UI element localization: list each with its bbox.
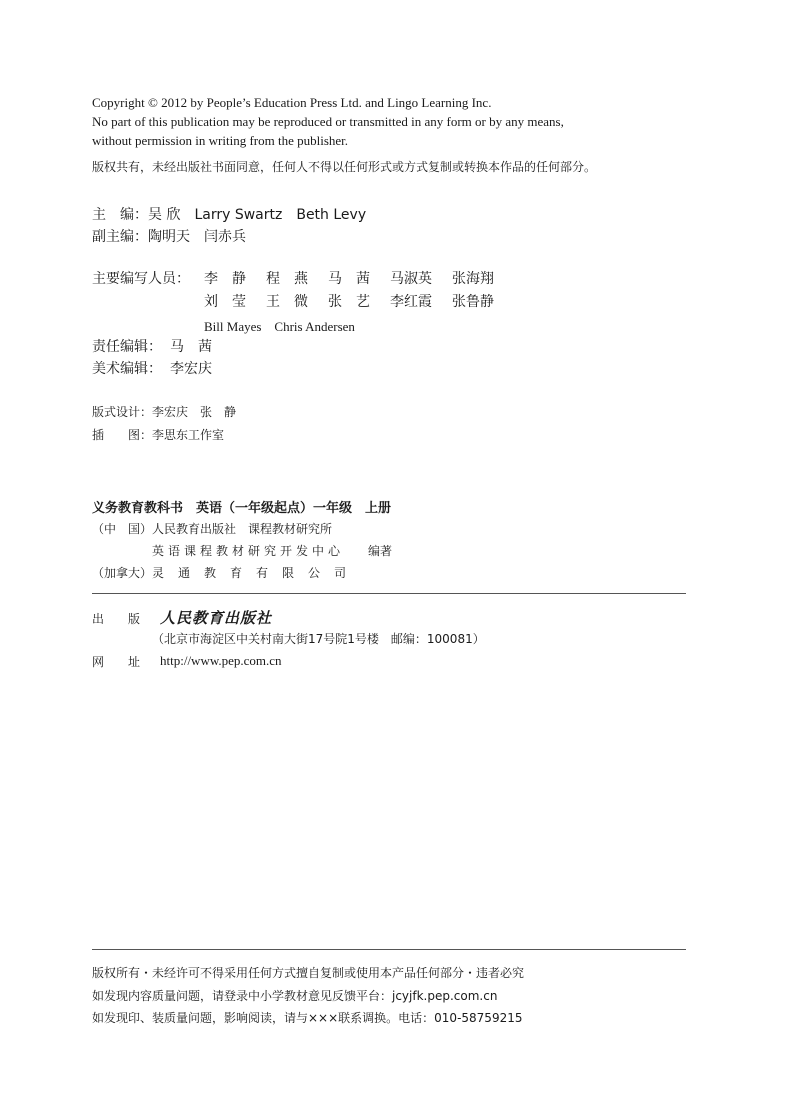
org1b-suffix: 编著	[368, 544, 393, 558]
org2-name: 灵通教育有限公司	[152, 566, 361, 580]
writer-name: 马淑英	[390, 271, 432, 287]
writer-name: 张 艺	[328, 294, 370, 310]
writer-name: 李红霞	[390, 294, 432, 310]
org1-name: 人民教育出版社 课程教材研究所	[152, 522, 333, 536]
footer-line3: 如发现印、装质量问题，影响阅读，请与×××联系调换。电话：010-58759215	[92, 1011, 523, 1025]
design-label: 版式设计：	[92, 405, 153, 419]
org2-label: （加拿大）	[92, 566, 153, 580]
org1-label: （中 国）	[92, 522, 153, 536]
writer-name: 程 燕	[266, 271, 308, 287]
writer-name: 张鲁静	[452, 294, 494, 310]
writer-name: 王 微	[266, 294, 308, 310]
writer-name: 刘 莹	[204, 294, 246, 310]
chief-editor-names: 吴 欣 Larry Swartz Beth Levy	[148, 207, 367, 223]
art-editor-name: 李宏庆	[170, 361, 212, 377]
divider-top	[92, 593, 686, 594]
copyright-cn-line: 版权共有，未经出版社书面同意，任何人不得以任何形式或方式复制或转换本作品的任何部分。	[92, 160, 597, 174]
responsible-editor-label: 责任编辑：	[92, 339, 162, 355]
deputy-editor-label: 副主编：	[92, 229, 148, 245]
publisher-logo: 人民教育出版社	[160, 609, 273, 627]
design-name: 李宏庆 张 静	[152, 405, 237, 419]
writer-name: 李 静	[204, 271, 246, 287]
footer-line2: 如发现内容质量问题，请登录中小学教材意见反馈平台：jcyjfk.pep.com.cn	[92, 989, 498, 1003]
art-editor-label: 美术编辑：	[92, 361, 162, 377]
chief-editor-label: 主 编：	[92, 207, 148, 223]
copyright-en-line2: No part of this publication may be reproduced or transmitted in any form or by any means,	[92, 114, 564, 129]
divider-bottom	[92, 949, 686, 950]
deputy-editor-names: 陶明天 闫赤兵	[148, 229, 246, 245]
publisher-label: 出 版	[92, 612, 141, 626]
responsible-editor-name: 马 茜	[170, 339, 212, 355]
writer-name: 张海翔	[452, 271, 494, 287]
writer-name: 马 茜	[328, 271, 370, 287]
publisher-address: （北京市海淀区中关村南大街17号院1号楼 邮编：100081）	[152, 632, 485, 646]
copyright-en-line1: Copyright © 2012 by People’s Education Press Ltd. and Lingo Learning Inc.	[92, 95, 492, 110]
org1b-name: 英语课程教材研究开发中心	[152, 544, 345, 558]
illustration-label: 插 图：	[92, 428, 153, 442]
illustration-name: 李思东工作室	[152, 428, 225, 442]
writer-names-english: Bill Mayes Chris Andersen	[204, 319, 355, 334]
footer-line1: 版权所有・未经许可不得采用任何方式擅自复制或使用本产品任何部分・违者必究	[92, 966, 525, 980]
website-label: 网 址	[92, 655, 141, 669]
book-title: 义务教育教科书 英语（一年级起点）一年级 上册	[92, 501, 392, 516]
website-link[interactable]: http://www.pep.com.cn	[160, 653, 282, 668]
copyright-en-line3: without permission in writing from the publisher.	[92, 133, 349, 148]
writers-label: 主要编写人员：	[92, 271, 190, 287]
